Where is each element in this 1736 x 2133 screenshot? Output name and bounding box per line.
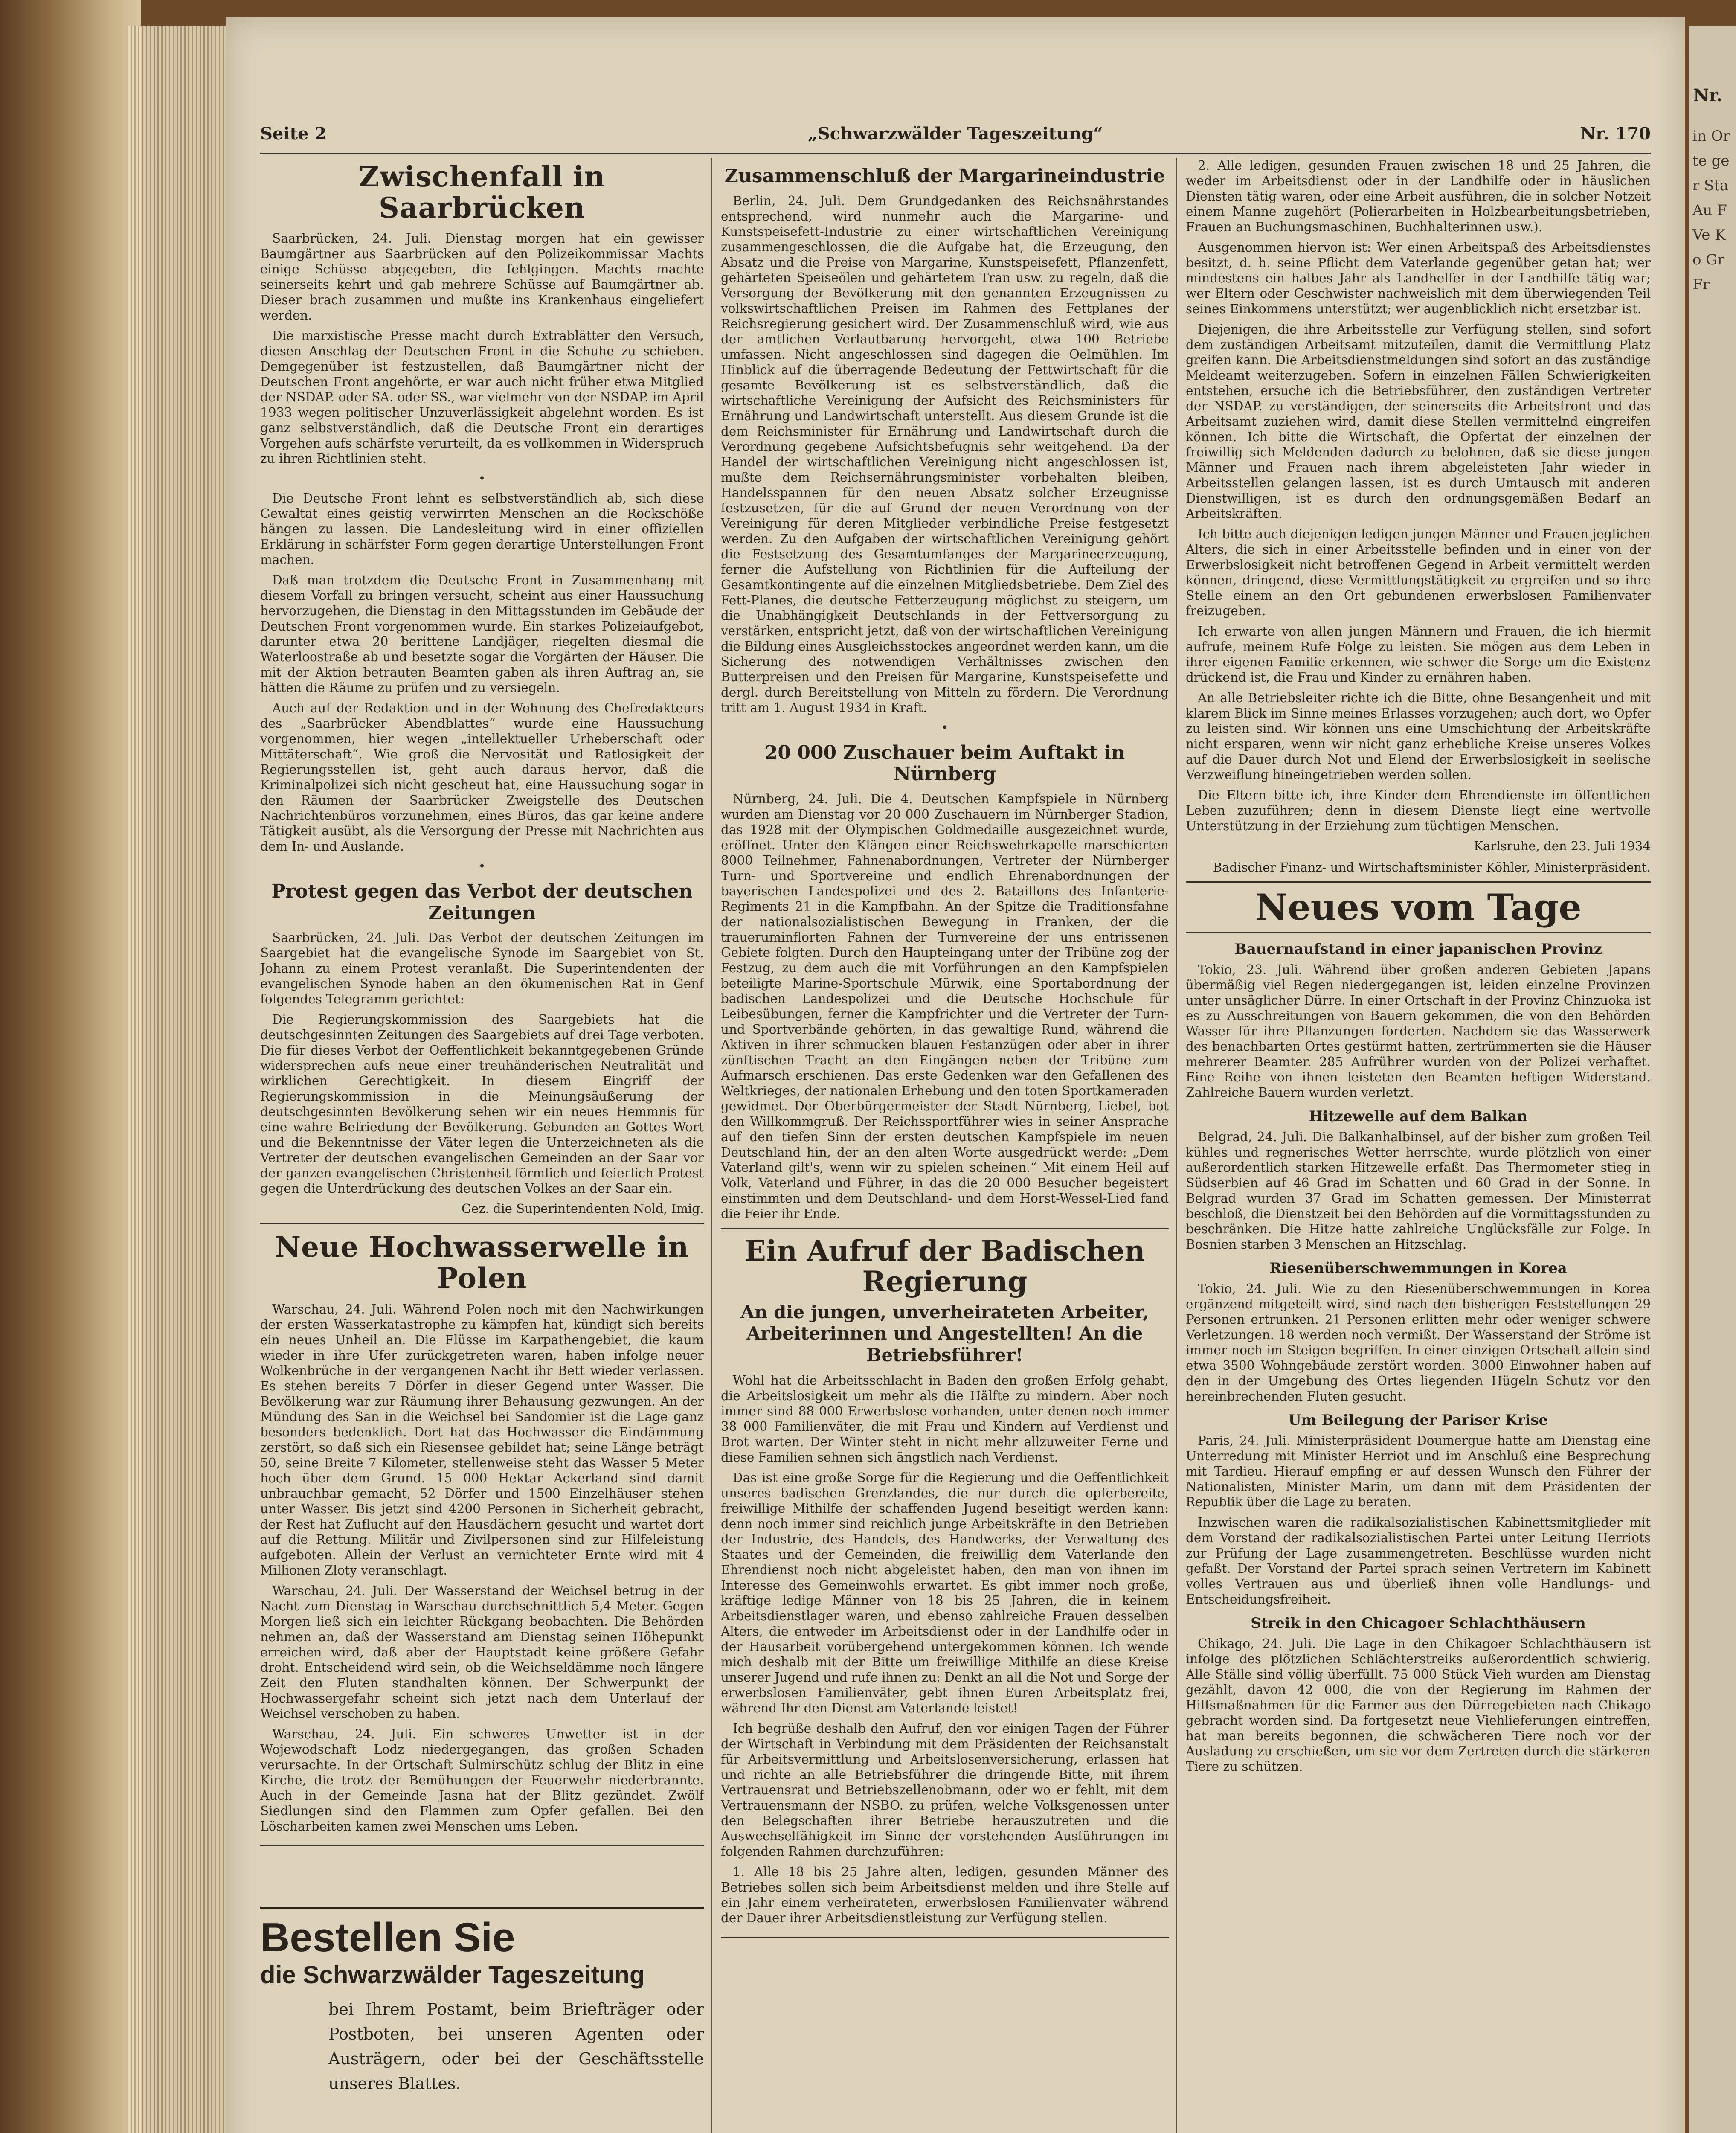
article-paragraph: Ich bitte auch diejenigen ledigen jungen Männer und Frauen jeglichen Alters, die sich in einer Arbeitsstelle befinden und in einer von der Erwerbslosigkeit nicht betroffenen Gegend in Arbeit vermittelt werden können, dringend, diese Vermittlungstätigkeit zu ergreifen und so ihre Stelle einem an den Ort gebundenen erwerbslosen Familienvater freizugeben.: [1186, 527, 1651, 618]
headline-balkan: Hitzewelle auf dem Balkan: [1309, 1108, 1528, 1125]
headline-nuernberg: 20 000 Zuschauer beim Auftakt in Nürnberg: [764, 741, 1125, 785]
column-2: [721, 158, 1169, 2133]
ad-title: Bestellen Sie: [260, 1915, 515, 1960]
column-rule-1: [711, 158, 712, 2133]
article-hochwasser: [260, 1223, 704, 1846]
headline-hochwasser: Neue Hochwasserwelle in Polen: [275, 1230, 689, 1295]
article-paragraph: Paris, 24. Juli. Ministerpräsident Doumergue hatte am Dienstag eine Unterredung mit Minister Herriot und im Anschluß eine Besprechung mit Tardieu. Hierauf empfing er auf dessen Wunsch den Führer der Nationalisten, Minister Marin, um dann mit dem Präsidenten der Republik über die Lage zu beraten.: [1186, 1433, 1651, 1509]
article-paragraph: Warschau, 24. Juli. Ein schweres Unwetter ist in der Wojewodschaft Lodz niedergegangen, das großen Schaden verursachte. In der Ortschaft Sulmirschütz schlug der Blitz in eine Kirche, die trotz der Bemühungen der Feuerwehr niederbrannte. Auch in der Gemeinde Jasna hat der Blitz gezündet. Zwölf Siedlungen sind den Flammen zum Opfer gefallen. Bei den Löscharbeiten kamen zwei Menschen ums Leben.: [260, 1726, 704, 1834]
article-paragraph: Ausgenommen hiervon ist: Wer einen Arbeitspaß des Arbeitsdienstes besitzt, d. h. seine Pflicht dem Vaterlande gegenüber getan hat; wer mindestens ein halbes Jahr als Landhelfer in der Landhilfe tätig war; wer Eltern oder Geschwister nachweislich mit dem überwiegenden Teil seines Einkommens unterstützt; wer augenblicklich nicht ersetzbar ist.: [1186, 240, 1651, 316]
article-paragraph: Warschau, 24. Juli. Während Polen noch mit den Nachwirkungen der ersten Wasserkatastrophe zu kämpfen hat, kündigt sich bereits ein neues Unheil an. Die Flüsse im Karpathengebiet, die kaum wieder in ihre Ufer zurückgetreten waren, haben infolge neuer Wolkenbrüche in der vergangenen Nacht ihr Bett wieder verlassen. Es stehen bereits 7 Dörfer in dieser Gegend unter Wasser. Die Bevölkerung war zur Räumung ihrer Behausung gezwungen. An der Mündung des San in die Weichsel bei Sandomier ist die Lage ganz besonders bedenklich. Dort hat das Hochwasser die Eindämmung zerstört, so daß sich ein Riesensee gebildet hat; seine Länge beträgt 50, seine Breite 7 Kilometer, stellenweise steht das Wasser 5 Meter hoch über dem Grund. 15 000 Hektar Ackerland sind damit unbrauchbar gemacht, 52 Dörfer und 1500 Einzelhäuser stehen unter Wasser. Bis jetzt sind 4200 Personen in Sicherheit gebracht, der Rest hat Zuflucht auf den Hausdächern gesucht und wartet dort auf die Rettung. Militär und Zivilpersonen sind zur Hilfeleistung aufgeboten. Allein der Verlust an vernichteter Ernte wird mit 4 Millionen Zloty veranschlagt.: [260, 1302, 704, 1578]
article-paragraph: Die Regierungskommission des Saargebiets hat die deutschgesinnten Zeitungen des Saargebiets auf drei Tage verboten. Die für dieses Verbot der Oeffentlichkeit bekanntgegebenen Gründe widersprechen aufs neue einer treuhänderischen Neutralität und wirklichen Gerechtigkeit. In diesem Eingriff der Regierungskommission in die Meinungsäußerung der deutschgesinnten Bevölkerung sehen wir ein neues Hemmnis für eine wahre Befriedung der Bevölkerung. Gebunden an Gottes Wort und die Bekenntnisse der Väter legen die Unterzeichneten als die Vertreter der deutschen evangelischen Gemeinden an der Saar vor der ganzen evangelischen Christenheit förmlich und feierlich Protest gegen die Unterdrückung des deutschen Volkes an der Saar ein.: [260, 1012, 704, 1196]
running-header: [260, 124, 1651, 149]
article-paragraph: Berlin, 24. Juli. Dem Grundgedanken des Reichsnährstandes entsprechend, wird nunmehr auch die Margarine- und Kunstspeisefett-Industrie zu einer wirtschaftlichen Vereinigung zusammengeschlossen, die die Aufgabe hat, die Erzeugung, den Absatz und die Preise von Margarine, Kunstspeisefett, Pflanzenfett, gehärteten Speiseölen und gehärtetem Tran usw. zu regeln, daß die Versorgung der Bevölkerung mit den genannten Erzeugnissen zu volkswirtschaftlichen Preisen im Rahmen des Fettplanes der Reichsregierung gesichert wird. Der Zusammenschluß wird, wie aus der amtlichen Verlautbarung hervorgeht, etwa 100 Betriebe umfassen. Nicht angeschlossen sind dagegen die Oelmühlen. Im Hinblick auf die überragende Bedeutung der Fettwirtschaft für die gesamte Bevölkerung ist es selbstverständlich, daß die wirtschaftliche Vereinigung der Aufsicht des Reichsministers für Ernährung und Landwirtschaft unterstellt. Aus diesem Grunde ist die dem Reichsminister für Ernährung und Landwirtschaft durch die Verordnung gegebene Aufsichtsbefugnis sehr weitgehend. Da der Handel der wirtschaftlichen Vereinigung nicht angeschlossen ist, mußte dem Reichsernährungsminister vorbehalten bleiben, Handelsspannen für den neuen Absatz solcher Erzeugnisse festzusetzen, für die auf Grund der neuen Verordnung von der Vereinigung für deren Mitglieder verbindliche Preise festgesetzt werden. Zu den Aufgaben der wirtschaftlichen Vereinigung gehört die Festsetzung des Gesamtumfanges der Margarineerzeugung, ferner die Aufstellung von Richtlinien für die Aufteilung der Gesamtkontingente auf die einzelnen Mitgliedsbetriebe. Dem Ziel des Fett-Planes, die deutsche Fetterzeugung möglichst zu steigern, um die Unabhängigkeit Deutschlands in der Fettversorgung zu verstärken, entspricht jetzt, daß von der wirtschaftlichen Vereinigung die Bildung eines Ausgleichsstockes angeordnet werden kann, um die Sicherung des notwendigen Verhältnisses zwischen den Butterpreisen und den Preisen für Margarine, Kunstspeisefette und dergl. durch Bereitstellung von Mitteln zu fördern. Die Verordnung tritt am 1. August 1934 in Kraft.: [721, 193, 1169, 715]
article-paragraph: 2. Alle ledigen, gesunden Frauen zwischen 18 und 25 Jahren, die weder im Arbeitsdienst oder in der Landhilfe oder in häuslichen Diensten tätig waren, oder eine Arbeit ausführen, die in solcher Notzeit einem Manne zugehört (Polierarbeiten in Holzbearbeitungsbetrieben, Frauen an Buchungsmaschinen, Buchhalterinnen usw.).: [1186, 158, 1651, 234]
ad-subtitle: die Schwarzwälder Tageszeitung: [260, 1961, 645, 1989]
headline-japan: Bauernaufstand in einer japanischen Provinz: [1234, 941, 1602, 958]
article-paragraph: Ich begrüße deshalb den Aufruf, den vor einigen Tagen der Führer der Wirtschaft in Verbindung mit dem Präsidenten der Reichsanstalt für Arbeitsvermittlung und Arbeitslosenversicherung, erlassen hat und richte an alle Betriebsführer die dringende Bitte, mit ihrem Vertrauensrat und Betriebszellenobmann, oder wo er fehlt, mit dem Vertrauensmann der NSBO. zu prüfen, welche Volksgenossen unter den Belegschaften ihrer Betriebe herauszutreten und die Auswechselfähigkeit im Sinne der vorstehenden Ausführungen im folgenden Rahmen durchzuführen:: [721, 1721, 1169, 1859]
separator-dot: •: [941, 720, 949, 735]
signature-superintendents: Gez. die Superintendenten Nold, Imig.: [461, 1201, 704, 1216]
article-paragraph: An alle Betriebsleiter richte ich die Bitte, ohne Besangenheit und mit klarem Blick im Sinne meines Erlasses vorzugehen; auch dort, wo Opfer zu leisten sind. Wir können uns eine Umschichtung der Arbeitskräfte nicht ersparen, wenn wir nicht ganz erhebliche Kreise unseres Volkes auf die Dauer durch Not und Elend der Erwerbslosigkeit in seelische Verzweiflung hineingetrieben werden sollen.: [1186, 691, 1651, 782]
subscription-ad: [260, 1907, 704, 2096]
article-paragraph: Auch auf der Redaktion und in der Wohnung des Chefredakteurs des „Saarbrücker Abendblattes“ wurde eine Haussuchung vorgenommen, hier wegen „intellektueller Urheberschaft oder Mittäterschaft“. Wie groß die Nervosität und Ratlosigkeit der Regierungsstellen ist, geht auch daraus hervor, daß die Kriminalpolizei sich nicht gescheut hat, eine Haussuchung sogar in den Räumen der Saarbrücker Zweigstelle des Deutschen Nachrichtenbüros vorzunehmen, eines Büros, das gar keine andere Tätigkeit ausübt, als die Versorgung der Presse mit Nachrichten aus dem In- und Auslande.: [260, 701, 704, 854]
article-paragraph: Inzwischen waren die radikalsozialistischen Kabinettsmitglieder mit dem Vorstand der radikalsozialistischen Partei unter Leitung Herriots zur Prüfung der Lage zusammengetreten. Beschlüsse wurden nicht gefaßt. Der Vorstand der Partei sprach seinen Vertretern im Kabinett volles Vertrauen aus und überließ ihnen volle Handlungs- und Entscheidungsfreiheit.: [1186, 1515, 1651, 1607]
article-paragraph: Belgrad, 24. Juli. Die Balkanhalbinsel, auf der bisher zum großen Teil kühles und regnerisches Wetter herrschte, wurde plötzlich von einer außerordentlich starken Hitzewelle erfaßt. Das Thermometer stieg in Südserbien auf 46 Grad im Schatten und 60 Grad in der Sonne. In Belgrad wurden 37 Grad im Schatten gemessen. Der Ministerrat beschloß, die Dienstzeit bei den Behörden auf die Vormittagsstunden zu beschränken. Die Hitze hatte zahlreiche Unglücksfälle zur Folge. In Bosnien starben 3 Menschen an Hitzschlag.: [1186, 1130, 1651, 1252]
article-paragraph: Daß man trotzdem die Deutsche Front in Zusammenhang mit diesem Vorfall zu bringen versucht, scheint aus einer Haussuchung hervorzugehen, die Dienstag in den Mittagsstunden im Gebäude der Deutschen Front vorgenommen wurde. Ein starkes Polizeiaufgebot, darunter etwa 20 berittene Landjäger, riegelten diesmal die Waterloostraße ab und besetzte sogar die Vorgärten der Häuser. Die mit der Aktion betrauten Beamten gaben als ihren Auftrag an, sie hätten die Räume zu prüfen und zu versiegeln.: [260, 573, 704, 695]
dateline-karlsruhe: Karlsruhe, den 23. Juli 1934: [1474, 839, 1651, 853]
article-paragraph: Wohl hat die Arbeitsschlacht in Baden den großen Erfolg gehabt, die Arbeitslosigkeit um mehr als die Hälfte zu mindern. Aber noch immer sind 88 000 Erwerbslose vorhanden, unter denen noch immer 38 000 Familienväter, die mit Frau und Kindern auf Verdienst und Brot warten. Der Winter steht in nicht mehr allzuweiter Ferne und diese Familien sehnen sich ängstlich nach Verdienst.: [721, 1373, 1169, 1465]
article-aufruf: [721, 1228, 1169, 1938]
column-3: [1186, 158, 1651, 2133]
headline-aufruf: Ein Aufruf der Badischen Regierung: [744, 1234, 1145, 1299]
headline-chicago: Streik in den Chicagoer Schlachthäusern: [1251, 1615, 1586, 1632]
article-paragraph: Die marxistische Presse macht durch Extrablätter den Versuch, diesen Anschlag der Deutschen Front in die Schuhe zu schieben. Demgegenüber ist festzustellen, daß Baumgärtner nicht der Deutschen Front angehörte, er war auch nicht früher etwa Mitglied der NSDAP. oder SA. oder SS., war vielmehr von der NSDAP. im April 1933 wegen politischer Unzuverlässigkeit abgelehnt worden. Es ist ganz selbstverständlich, daß die Deutsche Front ein derartiges Vorgehen aufs schärfste verurteilt, da es vollkommen in Widerspruch zu ihren Richtlinien steht.: [260, 328, 704, 466]
headline-korea: Riesenüberschwemmungen in Korea: [1269, 1260, 1567, 1277]
issue-number: Nr. 170: [1580, 124, 1651, 144]
article-paragraph: Tokio, 24. Juli. Wie zu den Riesenüberschwemmungen in Korea ergänzend mitgeteilt wird, sind nach den bisherigen Feststellungen 29 Personen ertrunken. 21 Personen erlitten mehr oder weniger schwere Verletzungen. 18 werden noch vermißt. Der Wasserstand der Ströme ist immer noch im Steigen begriffen. In einer einzigen Ortschaft allein sind etwa 3500 Wohngebäude zerstört worden. 3000 Einwohner haben auf den in der Umgebung des Ortes liegenden Hügeln Schutz vor den hereinbrechenden Fluten gesucht.: [1186, 1282, 1651, 1404]
next-page-issue: Nr.: [1693, 85, 1722, 105]
newspaper-title: „Schwarzwälder Tageszeitung“: [807, 124, 1103, 144]
article-paragraph: Tokio, 23. Juli. Während über großen anderen Gebieten Japans übermäßig viel Regen niedergegangen ist, leiden einzelne Provinzen unter unsäglicher Dürre. In einer Ortschaft in der Provinz Chinzuoka ist es zu Ausschreitungen von Bauern gekommen, die von den Behörden Wasser für ihre Pflanzungen forderten. Nachdem sie das Wasserwerk des benachbarten Ortes gestürmt hatten, zertrümmerten sie die Häuser mehrerer Beamter. 285 Aufrührer wurden von der Polizei verhaftet. Eine Reihe von ihnen leisteten den Beamten heftigen Widerstand. Zahlreiche Bauern wurden verletzt.: [1186, 962, 1651, 1100]
next-page-edge: [1689, 26, 1736, 2133]
next-page-text: in Orte ger Sta Au F Ve Ko Gr Fr: [1692, 128, 1730, 293]
separator-dot: •: [478, 859, 486, 874]
article-paragraph: Nürnberg, 24. Juli. Die 4. Deutschen Kampfspiele in Nürnberg wurden am Dienstag vor 20 000 Zuschauern im Nürnberger Stadion, das 1928 mit der Olympischen Goldmedaille ausgezeichnet wurde, eröffnet. Unter den Klängen einer Reichswehrkapelle marschierten 8000 Teilnehmer, Fahnenabordnungen, Vertreter der Nürnberger Turn- und Sportvereine und endlich Ehrenabordnungen der bayerischen Landespolizei und des 2. Bataillons des Infanterie-Regiments 21 in die Kampfbahn. An der Spitze die Traditionsfahne der nationalsozialistischen Bewegung in Franken, der die traueruminflorten Fahnen der Turnvereine der uns entrissenen Gebiete folgten. Durch den Haupteingang unter der Tribüne zog der Festzug, zu dem auch die mit Vorführungen an den Kampfspielen beteiligte Marine-Sportschule Mürwik, eine Sportabordnung der badischen Landespolizei und die Deutsche Hochschule für Leibesübungen, ferner die Kampfrichter und die Vertreter der Turn- und Sportverbände gehörten, in das gewaltige Rund, während die Aktiven in ihrer schmucken blauen Festanzügen oder aber in ihrer zünftischen Tracht an den Eingängen neben der Tribüne zum Aufmarsch erschienen. Das erste Gedenken war den Gefallenen des Weltkrieges, der nationalen Erhebung und den toten Sportkameraden gewidmet. Der Oberbürgermeister der Stadt Nürnberg, Liebel, bot den Willkommgruß. Der Reichssportführer wies in seiner Ansprache auf den tiefen Sinn der ersten deutschen Kampfspiele im neuen Deutschland hin, der an den alten Worte ausgedrückt werde: „Dem Vaterland gilt's, wenn wir zu spielen scheinen.“ Mit einem Heil auf Volk, Vaterland und Führer, in das die 20 000 Besucher begeistert einstimmten und dem Deutschland- und dem Horst-Wessel-Lied fand die Feier ihr Ende.: [721, 791, 1169, 1221]
column-1: [260, 158, 704, 2133]
article-paragraph: Warschau, 24. Juli. Der Wasserstand der Weichsel betrug in der Nacht zum Dienstag in Warschau durchschnittlich 5,4 Meter. Gegen Morgen ließ sich ein leichter Rückgang beobachten. Die Behörden nehmen an, daß der Wasserstand am Dienstag seinen Höhepunkt erreichen wird, daß aber der Hauptstadt keine größere Gefahr droht. Entscheidend wird sein, ob die Weichseldämme noch längere Zeit den Fluten standhalten können. Der Schwerpunkt der Hochwassergefahr scheint sich jetzt nach dem Unterlauf der Weichsel verschoben zu haben.: [260, 1583, 704, 1721]
headline-paris: Um Beilegung der Pariser Krise: [1288, 1412, 1548, 1429]
book-binding: [0, 0, 141, 2133]
article-paragraph: Saarbrücken, 24. Juli. Das Verbot der deutschen Zeitungen im Saargebiet hat die evangelische Synode im Saargebiet von St. Johann zu einem Protest veranlaßt. Die Superintendenten der evangelischen Synode haben an den ökumenischen Rat in Genf folgendes Telegramm gerichtet:: [260, 930, 704, 1007]
newspaper-page: [226, 17, 1685, 2133]
article-paragraph: Chikago, 24. Juli. Die Lage in den Chikagoer Schlachthäusern ist infolge des plötzlichen Schlächterstreiks außerordentlich schwierig. Alle Ställe sind völlig überfüllt. 75 000 Stück Vieh wurden am Dienstag gezählt, davon 42 000, die von der Regierung im Rahmen der Hilfsmaßnahmen für die Farmer aus den Dürregebieten nach Chikago gebracht worden sind. Da fortgesetzt neue Viehlieferungen eintreffen, hat man bereits begonnen, die schwächeren Tiere noch vor der Ausladung zu erschießen, um sie vor dem Zertreten durch die stärkeren Tiere zu schützen.: [1186, 1636, 1651, 1774]
headline-margarine: Zusammenschluß der Margarineindustrie: [724, 165, 1165, 187]
header-rule: [260, 153, 1651, 154]
article-paragraph: Das ist eine große Sorge für die Regierung und die Oeffentlichkeit unseres badischen Grenzlandes, die nur durch die opferbereite, freiwillige Mithilfe der schaffenden Jugend beseitigt werden kann: denn noch immer sind reichlich junge Arbeitskräfte in den Betrieben der Industrie, des Handels, des Handwerks, der Verwaltung des Staates und der Gemeinden, die freiwillig dem Vaterlande den Ehrendienst noch nicht abgeleistet haben, den man von ihnen im Interesse des Gemeinwohls erwartet. Es gibt immer noch große, kräftige ledige Männer von 18 bis 25 Jahren, die in keinem Arbeitsdienstlager waren, und ebenso zahlreiche Frauen desselben Alters, die entweder im Arbeitsdienst oder in der Landhilfe oder in der Hausarbeit vorübergehend untergekommen können. Ich wende mich deshalb mit der Bitte um freiwillige Mithilfe an diese Kreise unserer Jugend und rufe ihnen zu: Denkt an all die Not und Sorge der erwerbslosen Familienväter, gebt ihnen Euren Arbeitsplatz frei, während Ihr den Dienst am Vaterlande leistet!: [721, 1470, 1169, 1716]
headline-saarbruecken: Zwischenfall in Saarbrücken: [359, 160, 605, 224]
article-paragraph: 1. Alle 18 bis 25 Jahre alten, ledigen, gesunden Männer des Betriebes sollen sich beim Arbeitsdienst melden und ihre Stelle auf ein Jahr einem verheirateten, erwerbslosen Familienvater während der Dauer ihrer Arbeitsdienstleistung zur Verfügung stellen.: [721, 1865, 1169, 1926]
page-stack-edges: [128, 26, 239, 2133]
subheadline-aufruf: An die jungen, unverheirateten Arbeiter, Arbeiterinnen und Angestellten! An die Betriebsführer!: [740, 1301, 1149, 1366]
article-paragraph: Saarbrücken, 24. Juli. Dienstag morgen hat ein gewisser Baumgärtner aus Saarbrücken auf den Polizeikommissar Machts einige Schüsse abgegeben, die fehlgingen. Machts machte seinerseits kehrt und gab mehrere Schüsse auf Baumgärtner ab. Dieser brach zusammen und mußte ins Krankenhaus eingeliefert werden.: [260, 231, 704, 323]
article-paragraph: Die Eltern bitte ich, ihre Kinder dem Ehrendienste im öffentlichen Leben zuzuführen; denn in diesem Dienste liegt eine wertvolle Unterstützung in der Erziehung zum tüchtigen Menschen.: [1186, 788, 1651, 833]
page-number: Seite 2: [260, 124, 327, 144]
signature-koehler: Badischer Finanz- und Wirtschaftsminister Köhler, Ministerpräsident.: [1213, 860, 1651, 875]
article-paragraph: Die Deutsche Front lehnt es selbstverständlich ab, sich diese Gewaltat eines geistig verwirrten Menschen an die Rockschöße hängen zu lassen. Die Landesleitung wird in einer offiziellen Erklärung in schärfster Form gegen derartige Unterstellungen Front machen.: [260, 491, 704, 567]
section-title-neues: Neues vom Tage: [1186, 881, 1651, 933]
separator-dot: •: [478, 471, 486, 486]
article-paragraph: Ich erwarte von allen jungen Männern und Frauen, die ich hiermit aufrufe, meinem Rufe Folge zu leisten. Sie mögen aus dem Leben in ihrer eigenen Familie erkennen, wie schwer die Sorge um die Existenz drückend ist, die Frau und Kinder zu ernähren haben.: [1186, 624, 1651, 685]
column-rule-2: [1176, 158, 1177, 2133]
ad-text: bei Ihrem Postamt, beim Briefträger oder Postboten, bei unseren Agenten oder Austrägern, oder bei der Geschäftsstelle unseres Blattes.: [328, 2000, 704, 2093]
headline-protest: Protest gegen das Verbot der deutschen Zeitungen: [271, 881, 693, 924]
article-paragraph: Diejenigen, die ihre Arbeitsstelle zur Verfügung stellen, sind sofort dem zuständigen Arbeitsamt mitzuteilen, damit die Vermittlung Platz greifen kann. Die Arbeitsdienstmeldungen sind sofort an das zuständige Meldeamt weiterzugeben. Sofern in einzelnen Fällen Schwierigkeiten entstehen, ersuche ich die Betriebsführer, den zuständigen Vertreter der NSDAP. zu verständigen, der seinerseits die Arbeitsfront und das Arbeitsamt zuziehen wird, damit diese Stellen vermittelnd eingreifen können. Ich bitte die Wirtschaft, die Opfertat der einzelnen der freiwillig sich Meldenden dadurch zu belohnen, daß sie diese jungen Männer und Frauen nach ihrem abgeleisteten Jahr wieder in Arbeitsstellen gelangen lassen, ist es durch Umtausch mit anderen Dienstwilligen, ist es durch den ordnungsgemäßen Bedarf an Arbeitskräften.: [1186, 322, 1651, 521]
